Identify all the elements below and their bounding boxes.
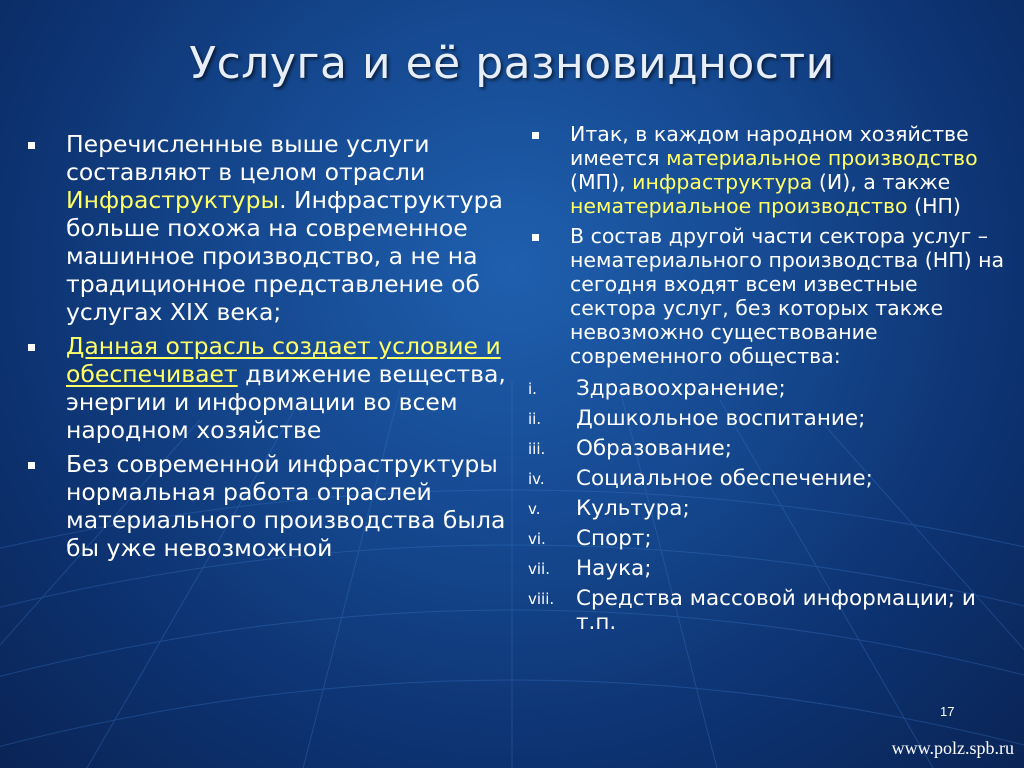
list-item-text: Спорт; xyxy=(576,526,652,551)
list-item-text: Средства массовой информации; и т.п. xyxy=(576,586,976,635)
square-bullet-icon xyxy=(532,132,539,139)
list-item xyxy=(528,374,1008,404)
text-segment: движение вещества, энергии и информации во всем народном хозяйстве xyxy=(66,360,506,444)
list-item xyxy=(528,464,1008,494)
highlighted-term: Инфраструктуры xyxy=(66,186,280,214)
site-watermark: www.polz.spb.ru xyxy=(891,738,1014,758)
text-segment: (НП) xyxy=(907,194,961,218)
roman-numeral: ii. xyxy=(528,410,542,428)
right-column xyxy=(528,122,1008,635)
square-bullet-icon xyxy=(28,142,35,149)
list-item-text: Культура; xyxy=(576,496,690,521)
left-bullet-1 xyxy=(28,130,518,326)
list-item xyxy=(528,524,1008,554)
square-bullet-icon xyxy=(28,462,35,469)
list-item-text: Социальное обеспечение; xyxy=(576,466,873,491)
list-item xyxy=(528,404,1008,434)
roman-numeral: viii. xyxy=(528,590,555,608)
text-segment: . Инфраструктура больше похожа на современное машинное производство, а не на традиционное представление об услугах XIX века; xyxy=(66,186,503,326)
text-segment: Перечисленные выше услуги составляют в целом отрасли xyxy=(66,130,430,186)
list-item-text: Образование; xyxy=(576,436,732,461)
roman-numeral: v. xyxy=(528,500,541,518)
roman-numeral: i. xyxy=(528,380,537,398)
text-segment: Без современной инфраструктуры нормальная работа отраслей материального производства была бы уже невозможной xyxy=(66,450,506,562)
text-segment: Итак, в каждом народном хозяйстве имеется xyxy=(570,122,969,170)
roman-numeral: vi. xyxy=(528,530,546,548)
left-bullet-3 xyxy=(28,450,518,562)
highlighted-term: материальное производство xyxy=(666,146,978,170)
underlined-highlighted-text: Данная отрасль создает условие и обеспечивает xyxy=(66,332,501,388)
text-segment: (МП), xyxy=(570,170,633,194)
highlighted-term: нематериальное производство xyxy=(570,194,908,218)
roman-numeral: iv. xyxy=(528,470,545,488)
text-segment: (И), а также xyxy=(812,170,951,194)
left-bullet-2 xyxy=(28,332,518,444)
slide-title: Услуга и её разновидности xyxy=(189,38,835,89)
right-bullet-1 xyxy=(528,122,1008,218)
square-bullet-icon xyxy=(532,234,539,241)
list-item-text: Здравоохранение; xyxy=(576,376,786,401)
list-item xyxy=(528,494,1008,524)
roman-numeral: iii. xyxy=(528,440,546,458)
list-item xyxy=(528,554,1008,584)
roman-numeral: vii. xyxy=(528,560,550,578)
page-number: 17 xyxy=(940,704,955,719)
list-item-text: Дошкольное воспитание; xyxy=(576,406,866,431)
list-item xyxy=(528,434,1008,464)
highlighted-term: инфраструктура xyxy=(632,170,813,194)
right-bullet-2 xyxy=(528,224,1008,368)
square-bullet-icon xyxy=(28,344,35,351)
text-segment: В состав другой части сектора услуг – нематериального производства (НП) на сегодня входят всем известные сектора услуг, без которых также невозможно существование современного общества: xyxy=(570,224,1005,368)
list-item-text: Наука; xyxy=(576,556,652,581)
list-item xyxy=(528,584,1008,635)
left-column xyxy=(28,130,518,568)
